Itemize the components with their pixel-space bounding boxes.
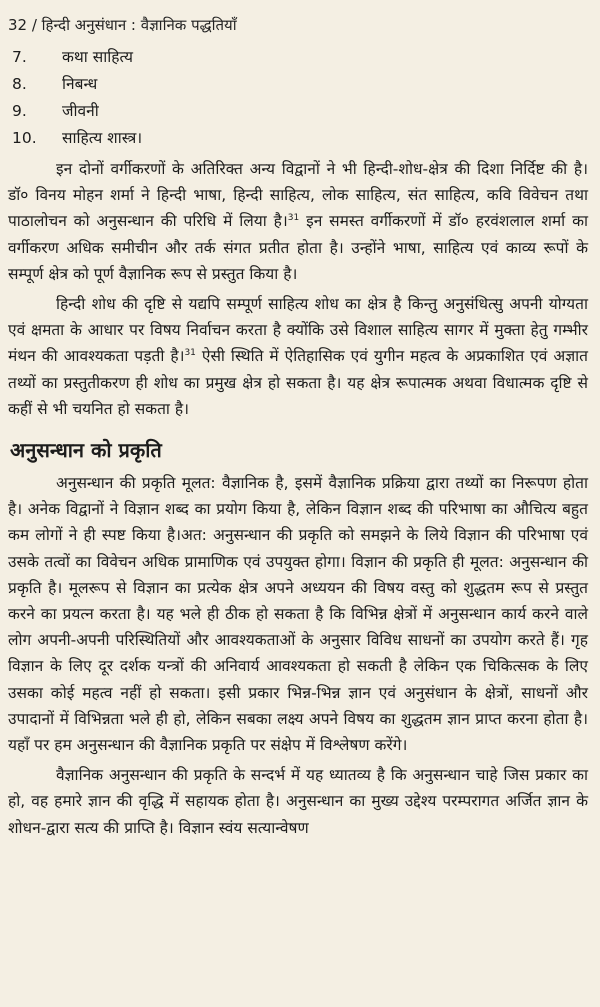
paragraph-nature-of-research: अनुसन्धान की प्रकृति मूलत: वैज्ञानिक है, इसमें वैज्ञानिक प्रक्रिया द्वारा तथ्यों का निरूपण होता है। अनेक विद्वानों ने विज्ञान शब्द का प्रयोग किया है, लेकिन विज्ञान शब्द की परिभाषा का औचित्य बहुत कम लोगों ने ही स्पष्ट किया है।अत: अनुसन्धान की प्रकृति को समझने के लिये विज्ञान की परिभाषा एवं उसके तत्वों का विवेचन अधिक प्रामाणिक एवं उपयुक्त होगा। विज्ञान की प्रकृति ही मूलत: अनुसन्धान की प्रकृति है। मूलरूप से विज्ञान का प्रत्येक क्षेत्र अपने अध्ययन की विषय वस्तु को शुद्धतम रूप से प्रस्तुत करने का प्रयत्न करता है। यह भले ही ठीक हो सकता है कि विभिन्न क्षेत्रों में अनुसन्धान कार्य करने वाले लोग अपनी-अपनी परिस्थितियों और आवश्यकताओं के अनुसार विविध साधनों का उपयोग करते हैं। गृह विज्ञान के लिए दूर दर्शक यन्त्रों की अनिवार्य आवश्यकता हो सकती है लेकिन एक चिकित्सक के लिए उसका कोई महत्व नहीं हो सकता। इसी प्रकार भिन्न-भिन्न ज्ञान एवं अनुसंधान के क्षेत्रों, साधनों और उपादानों में विभिन्नता भले ही हो, लेकिन सबका लक्ष्य अपने विषय का शुद्धतम ज्ञान प्राप्त करना होता है। यहाँ पर हम अनुसन्धान की वैज्ञानिक प्रकृति पर संक्षेप में विश्लेषण करेंगे।: [8, 474, 588, 755]
list-item-text: साहित्य शास्त्र।: [62, 129, 143, 147]
paragraph-scientific-research: वैज्ञानिक अनुसन्धान की प्रकृति के सन्दर्भ में यह ध्यातव्य है कि अनुसन्धान चाहे जिस प्रकार का हो, वह हमारे ज्ञान की वृद्धि में सहायक होता है। अनुसन्धान का मुख्य उद्देश्य परम्परागत अर्जित ज्ञान के शोधन-द्वारा सत्य की प्राप्ति है। विज्ञान स्वंय सत्यान्वेषण: [8, 766, 588, 837]
list-item-text: कथा साहित्य: [62, 48, 133, 66]
list-item: [12, 125, 588, 152]
list-item: [12, 44, 588, 71]
footnote-ref: 31: [287, 213, 300, 224]
paragraph-text: इन समस्त वर्गीकरणों में डॉ० हरवंशलाल शर्मा का वर्गीकरण अधिक समीचीन और तर्क संगत प्रतीत होता है। उन्होंने भाषा, साहित्य एवं काव्य रूपों के सम्पूर्ण क्षेत्र को पूर्ण वैज्ञानिक रूप से प्रस्तुत किया है।: [8, 212, 588, 283]
paragraph-classifications: [8, 156, 588, 287]
paragraph-text: ऐसी स्थिति में ऐतिहासिक एवं युगीन महत्व के अप्रकाशित एवं अज्ञात तथ्यों का प्रस्तुतीकरण ही शोध का प्रमुख क्षेत्र हो सकता है। यह क्षेत्र रूपात्मक अथवा विधात्मक दृष्टि से कहीं से भी चयनित हो सकता है।: [8, 347, 588, 418]
footnote-ref: 31: [184, 348, 196, 359]
list-item-text: निबन्ध: [62, 75, 98, 93]
list-item: [12, 98, 588, 125]
list-item-text: जीवनी: [62, 102, 99, 120]
running-head: 32 / हिन्दी अनुसंधान : वैज्ञानिक पद्धतियाँ: [8, 16, 237, 34]
section-heading: अनुसन्धान को प्रकृति: [10, 438, 162, 463]
numbered-list: [12, 44, 588, 152]
list-item-number: 8.: [12, 75, 27, 93]
paragraph-text: इन दोनों वर्गीकरणों के अतिरिक्त अन्य विद्वानों ने भी हिन्दी-शोध-क्षेत्र की दिशा निर्दिष्ट की है। डॉ० विनय मोहन शर्मा ने हिन्दी भाषा, हिन्दी साहित्य, लोक साहित्य, संत साहित्य, कवि विवेचन तथा पाठालोचन को अनुसन्धान की परिधि में लिया है।: [8, 160, 588, 231]
list-item-number: 10.: [12, 129, 37, 147]
list-item: [12, 71, 588, 98]
paragraph-text: हिन्दी शोध की दृष्टि से यद्यपि सम्पूर्ण साहित्य शोध का क्षेत्र है किन्तु अनुसंधित्सु अपनी योग्यता एवं क्षमता के आधार पर विषय निर्वाचन करता है क्योंकि उसे विशाल साहित्य सागर में मुक्ता हेतु गम्भीर मंथन की आवश्यकता पड़ती है।: [8, 295, 588, 366]
list-item-number: 9.: [12, 102, 27, 120]
list-item-number: 7.: [12, 48, 27, 66]
paragraph-research-scope: [8, 291, 588, 422]
